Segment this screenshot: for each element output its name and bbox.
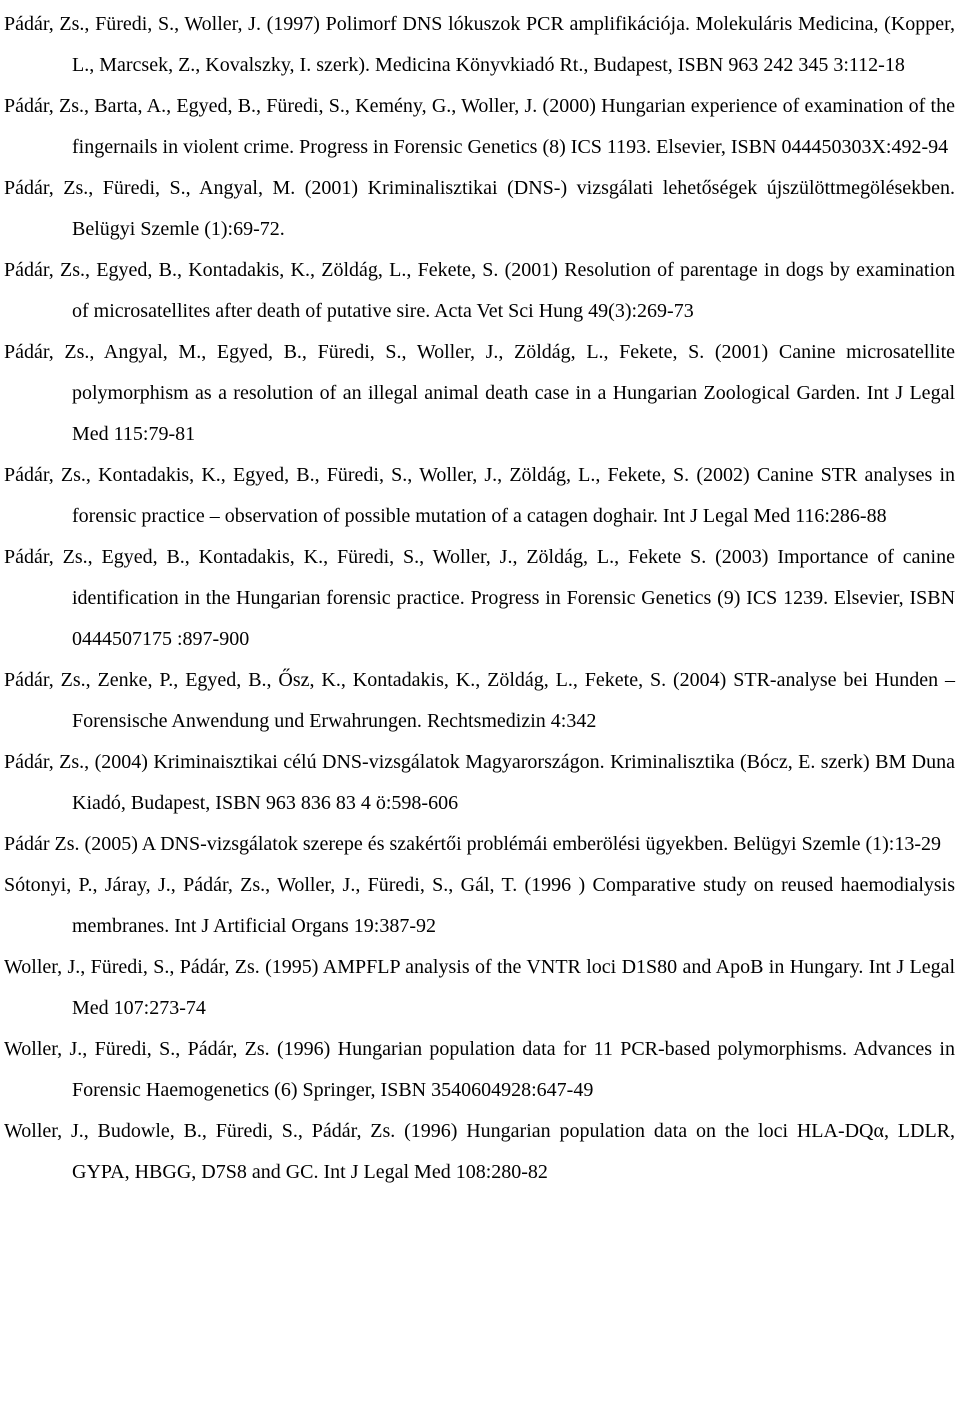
ref-title: Kriminaisztikai célú DNS-vizsgálatok Magyarországon. bbox=[153, 751, 605, 773]
ref-authors: Woller, J., Füredi, S., Pádár, Zs. (1995) bbox=[4, 956, 319, 978]
ref-source: Int J Legal Med 108:280-82 bbox=[323, 1161, 548, 1183]
ref-source: Int J Legal Med 107:273-74 bbox=[72, 956, 956, 1019]
reference-entry bbox=[4, 947, 955, 1029]
ref-authors: Sótonyi, P., Járay, J., Pádár, Zs., Woller, J., Füredi, S., Gál, T. (1996 ) bbox=[4, 874, 586, 896]
ref-title: STR-analyse bei Hunden – Forensische Anwendung und Erwahrungen. bbox=[72, 669, 955, 732]
ref-title: Polimorf DNS lókuszok PCR amplifikációja. bbox=[325, 13, 690, 35]
reference-entry bbox=[4, 742, 955, 824]
ref-authors: Pádár, Zs., Egyed, B., Kontadakis, K., Füredi, S., Woller, J., Zöldág, L., Fekete S. (2003) bbox=[4, 546, 769, 568]
ref-title: Canine STR analyses in forensic practice – observation of possible mutation of a catagen doghair. bbox=[72, 464, 956, 527]
reference-entry bbox=[4, 250, 955, 332]
ref-source: Int J Legal Med 116:286-88 bbox=[662, 505, 887, 527]
ref-source: Advances in Forensic Haemogenetics (6) Springer, ISBN 3540604928:647-49 bbox=[72, 1038, 955, 1101]
ref-title: Importance of canine identification in the Hungarian forensic practice. bbox=[72, 546, 955, 609]
reference-entry bbox=[4, 537, 955, 660]
reference-entry bbox=[4, 332, 955, 455]
reference-entry bbox=[4, 4, 955, 86]
ref-source: Rechtsmedizin 4:342 bbox=[426, 710, 597, 732]
ref-authors: Pádár Zs. (2005) bbox=[4, 833, 138, 855]
reference-list bbox=[4, 0, 955, 1193]
reference-entry bbox=[4, 86, 955, 168]
ref-source: Molekuláris Medicina, (Kopper, L., Marcsek, Z., Kovalszky, I. szerk). Medicina Könyvkiadó Rt., Budapest, ISBN 963 242 345 3:112-18 bbox=[72, 13, 955, 76]
ref-title: Hungarian experience of examination of the fingernails in violent crime. bbox=[72, 95, 955, 158]
ref-source: Kriminalisztika (Bócz, E. szerk) BM Duna Kiadó, Budapest, ISBN 963 836 83 4 ö:598-606 bbox=[72, 751, 956, 814]
ref-source: Belügyi Szemle (1):69-72. bbox=[72, 218, 285, 240]
ref-authors: Pádár, Zs., Füredi, S., Woller, J. (1997) bbox=[4, 13, 320, 35]
ref-authors: Pádár, Zs., Egyed, B., Kontadakis, K., Zöldág, L., Fekete, S. (2001) bbox=[4, 259, 558, 281]
ref-source: Belügyi Szemle (1):13-29 bbox=[733, 833, 941, 855]
ref-authors: Pádár, Zs., Kontadakis, K., Egyed, B., Füredi, S., Woller, J., Zöldág, L., Fekete, S. (2002) bbox=[4, 464, 750, 486]
ref-title: Comparative study on reused haemodialysis membranes. bbox=[72, 874, 956, 937]
ref-source: Int J Legal Med 115:79-81 bbox=[72, 382, 955, 445]
ref-source: Progress in Forensic Genetics (9) ICS 1239. Elsevier, ISBN 0444507175 :897-900 bbox=[72, 587, 956, 650]
ref-title: Resolution of parentage in dogs by examination of microsatellites after death of putative sire. bbox=[72, 259, 955, 322]
ref-title: A DNS-vizsgálatok szerepe és szakértői problémái emberölési ügyekben. bbox=[141, 833, 729, 855]
ref-authors: Pádár, Zs., Angyal, M., Egyed, B., Füredi, S., Woller, J., Zöldág, L., Fekete, S. (2001) bbox=[4, 341, 769, 363]
ref-source: Progress in Forensic Genetics (8) ICS 1193. Elsevier, ISBN 044450303X:492-94 bbox=[299, 136, 949, 158]
ref-source: Int J Artificial Organs 19:387-92 bbox=[174, 915, 437, 937]
ref-authors: Pádár, Zs., Füredi, S., Angyal, M. (2001) bbox=[4, 177, 359, 199]
ref-authors: Pádár, Zs., Barta, A., Egyed, B., Füredi, S., Kemény, G., Woller, J. (2000) bbox=[4, 95, 596, 117]
ref-title: AMPFLP analysis of the VNTR loci D1S80 and ApoB in Hungary. bbox=[322, 956, 864, 978]
reference-entry bbox=[4, 865, 955, 947]
ref-title: Hungarian population data for 11 PCR-based polymorphisms. bbox=[337, 1038, 847, 1060]
ref-authors: Pádár, Zs., Zenke, P., Egyed, B., Ősz, K., Kontadakis, K., Zöldág, L., Fekete, S. (2004) bbox=[4, 669, 727, 691]
reference-entry bbox=[4, 660, 955, 742]
reference-entry bbox=[4, 824, 955, 865]
ref-title: Hungarian population data on the loci HLA-DQα, LDLR, GYPA, HBGG, D7S8 and GC. bbox=[72, 1120, 955, 1183]
ref-source: Acta Vet Sci Hung 49(3):269-73 bbox=[434, 300, 694, 322]
reference-entry bbox=[4, 1029, 955, 1111]
ref-authors: Pádár, Zs., (2004) bbox=[4, 751, 148, 773]
reference-entry bbox=[4, 455, 955, 537]
ref-title: Canine microsatellite polymorphism as a resolution of an illegal animal death case in a Hungarian Zoological Garden. bbox=[72, 341, 956, 404]
reference-entry bbox=[4, 168, 955, 250]
ref-authors: Woller, J., Füredi, S., Pádár, Zs. (1996) bbox=[4, 1038, 331, 1060]
ref-title: Kriminalisztikai (DNS-) vizsgálati lehetőségek újszülöttmegölésekben. bbox=[367, 177, 956, 199]
ref-authors: Woller, J., Budowle, B., Füredi, S., Pádár, Zs. (1996) bbox=[4, 1120, 458, 1142]
reference-entry bbox=[4, 1111, 955, 1193]
